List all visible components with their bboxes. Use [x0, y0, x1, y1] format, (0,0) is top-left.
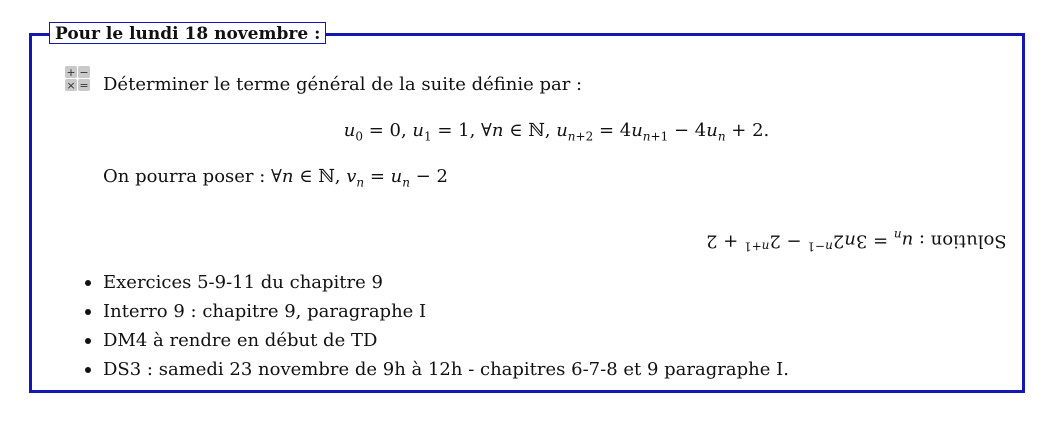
list-item: Exercices 5-9-11 du chapitre 9: [84, 268, 789, 297]
task-list: [84, 268, 789, 384]
svg-text:×: ×: [66, 79, 76, 91]
hint-line: [103, 166, 448, 190]
svg-text:=: =: [79, 79, 89, 91]
list-item: Interro 9 : chapitre 9, paragraphe I: [84, 297, 789, 326]
exercise-statement: Déterminer le terme général de la suite définie par :: [103, 74, 583, 95]
page-title: Pour le lundi 18 novembre :: [49, 22, 326, 44]
hint-prefix: On pourra poser :: [103, 166, 272, 187]
sequence-definition-equation: $u_0 = 0$, $u_1 = 1$, ∀n ∈ ℕ, $u_{n+2} = 4u_{n+1} - 4u_n + 2$.: [343, 120, 770, 144]
hint-formula: ∀n ∈ ℕ, $v_n = u_n - 2$: [271, 166, 448, 190]
svg-text:+: +: [66, 66, 76, 79]
upside-down-solution: Solution : $u_n = 3n2^{n-1} - 2^{n+1} + 2$: [706, 228, 1007, 254]
svg-text:−: −: [79, 66, 89, 79]
list-item: DS3 : samedi 23 novembre de 9h à 12h - chapitres 6-7-8 et 9 paragraphe I.: [84, 355, 789, 384]
list-item: DM4 à rendre en début de TD: [84, 326, 789, 355]
calculator-icon: [65, 66, 90, 91]
